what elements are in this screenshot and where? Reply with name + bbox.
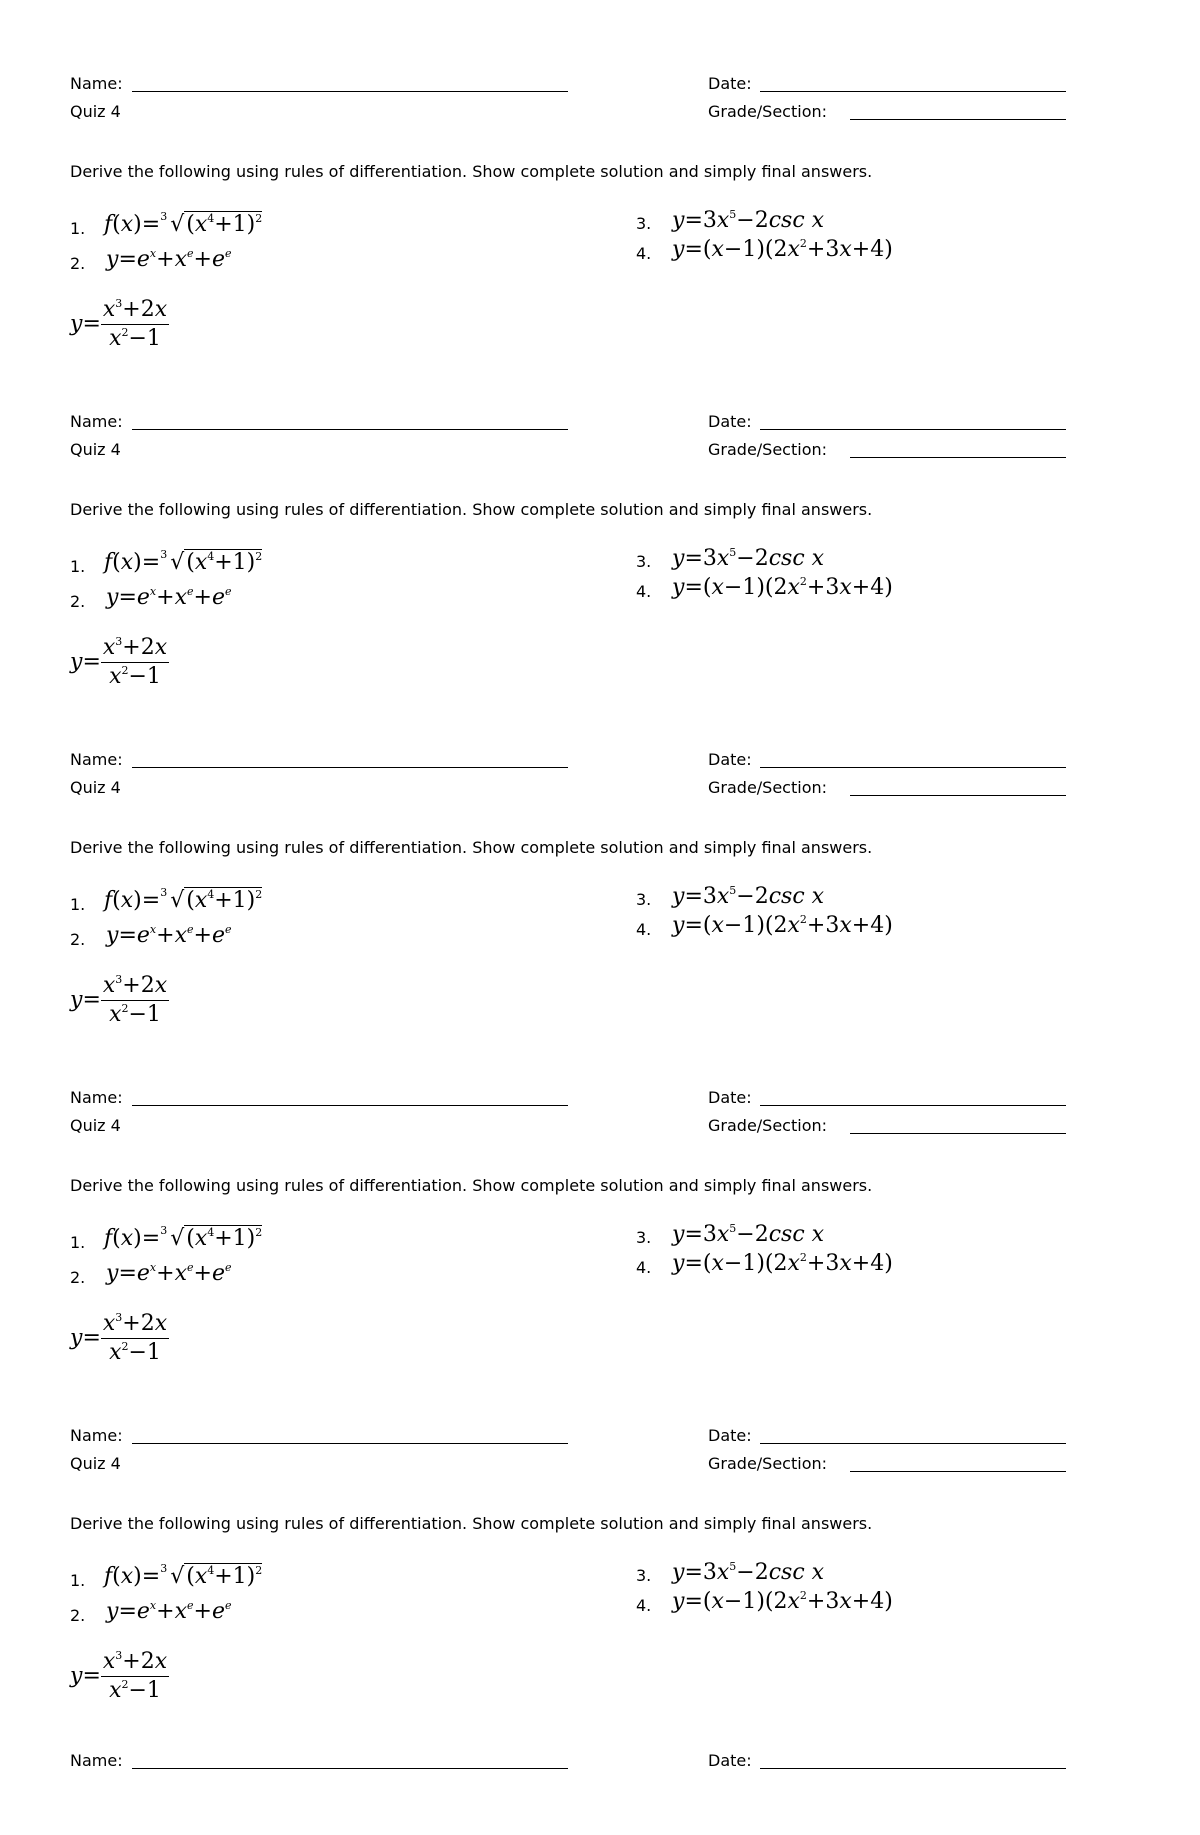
problem-expression: f(x)= 3 $√(x^4+1)^2$ [104, 886, 263, 913]
problem-expression: y= $\frac{x^3+2x}{x^2-1}$ [70, 297, 168, 351]
problem-expression: $y=(x-1)(2x^2+3x+4)$ [672, 1251, 893, 1276]
quiz-title: Quiz 4 [70, 102, 121, 121]
date-label: Date: [708, 1751, 752, 1770]
problem-expression: $y=3x^5-2\csc$ x [672, 208, 825, 233]
name-label: Name: [70, 1426, 123, 1445]
problem-expression: $y=e^x+x^e+e^e$ [106, 1599, 232, 1624]
quiz-block-partial [0, 1752, 1200, 1792]
name-underline [132, 1105, 568, 1106]
problem-expression: $y=(x-1)(2x^2+3x+4)$ [672, 1589, 893, 1614]
instructions: Derive the following using rules of differentiation. Show complete solution and simply final answers. [70, 1176, 873, 1195]
date-label: Date: [708, 412, 752, 431]
problem-expression: $y=(x-1)(2x^2+3x+4)$ [672, 575, 893, 600]
grade-section-label: Grade/Section: [708, 778, 828, 797]
grade-section-label: Grade/Section: [708, 1116, 828, 1135]
problem-number: 4. [636, 920, 652, 939]
name-underline [132, 1768, 568, 1769]
grade-section-label: Grade/Section: [708, 1454, 828, 1473]
date-label: Date: [708, 1088, 752, 1107]
problem-number: 3. [636, 214, 652, 233]
grade-section-label: Grade/Section: [708, 102, 828, 121]
problem-expression: $y=e^x+x^e+e^e$ [106, 247, 232, 272]
problem-number: 2. [70, 1268, 86, 1287]
grade-section-underline [850, 119, 1066, 120]
problem-expression: y= $\frac{x^3+2x}{x^2-1}$ [70, 973, 168, 1027]
quiz-block [0, 751, 1200, 1089]
date-label: Date: [708, 74, 752, 93]
problem-number: 1. [70, 1233, 86, 1252]
problem-number: 3. [636, 1228, 652, 1247]
date-underline [760, 91, 1066, 92]
problem-number: 2. [70, 1606, 86, 1625]
quiz-title: Quiz 4 [70, 778, 121, 797]
quiz-title: Quiz 4 [70, 440, 121, 459]
problem-number: 2. [70, 930, 86, 949]
problem-number: 3. [636, 890, 652, 909]
quiz-title: Quiz 4 [70, 1454, 121, 1473]
problem-expression: $y=e^x+x^e+e^e$ [106, 923, 232, 948]
grade-section-underline [850, 1133, 1066, 1134]
problem-expression: $y=3x^5-2\csc$ x [672, 1560, 825, 1585]
quiz-block [0, 75, 1200, 413]
date-label: Date: [708, 1426, 752, 1445]
problem-expression: y= $\frac{x^3+2x}{x^2-1}$ [70, 635, 168, 689]
name-underline [132, 91, 568, 92]
date-underline [760, 1768, 1066, 1769]
problem-expression: y= $\frac{x^3+2x}{x^2-1}$ [70, 1649, 168, 1703]
problem-number: 1. [70, 219, 86, 238]
instructions: Derive the following using rules of differentiation. Show complete solution and simply final answers. [70, 162, 873, 181]
problem-expression: $y=e^x+x^e+e^e$ [106, 1261, 232, 1286]
problem-number: 4. [636, 1596, 652, 1615]
name-label: Name: [70, 1751, 123, 1770]
problem-number: 2. [70, 254, 86, 273]
name-label: Name: [70, 412, 123, 431]
date-underline [760, 429, 1066, 430]
problem-expression: f(x)= 3 $√(x^4+1)^2$ [104, 1224, 263, 1251]
problem-number: 1. [70, 1571, 86, 1590]
problem-expression: $y=3x^5-2\csc$ x [672, 1222, 825, 1247]
problem-number: 3. [636, 1566, 652, 1585]
quiz-block [0, 1089, 1200, 1427]
problem-expression: f(x)= 3 $√(x^4+1)^2$ [104, 548, 263, 575]
grade-section-underline [850, 795, 1066, 796]
name-underline [132, 1443, 568, 1444]
problem-expression: y= $\frac{x^3+2x}{x^2-1}$ [70, 1311, 168, 1365]
problem-number: 4. [636, 244, 652, 263]
date-underline [760, 1105, 1066, 1106]
problem-number: 2. [70, 592, 86, 611]
problem-expression: $y=e^x+x^e+e^e$ [106, 585, 232, 610]
problem-expression: $y=(x-1)(2x^2+3x+4)$ [672, 913, 893, 938]
date-underline [760, 767, 1066, 768]
name-underline [132, 429, 568, 430]
name-label: Name: [70, 750, 123, 769]
problem-expression: $y=3x^5-2\csc$ x [672, 546, 825, 571]
quiz-block [0, 1427, 1200, 1765]
problem-number: 3. [636, 552, 652, 571]
name-underline [132, 767, 568, 768]
quiz-block [0, 413, 1200, 751]
grade-section-underline [850, 1471, 1066, 1472]
problem-number: 4. [636, 1258, 652, 1277]
date-label: Date: [708, 750, 752, 769]
problem-expression: f(x)= 3 $√(x^4+1)^2$ [104, 1562, 263, 1589]
instructions: Derive the following using rules of differentiation. Show complete solution and simply final answers. [70, 1514, 873, 1533]
name-label: Name: [70, 74, 123, 93]
instructions: Derive the following using rules of differentiation. Show complete solution and simply final answers. [70, 500, 873, 519]
problem-expression: $y=3x^5-2\csc$ x [672, 884, 825, 909]
problem-number: 1. [70, 895, 86, 914]
problem-number: 4. [636, 582, 652, 601]
problem-number: 1. [70, 557, 86, 576]
problem-expression: f(x)= 3 $√(x^4+1)^2$ [104, 210, 263, 237]
date-underline [760, 1443, 1066, 1444]
grade-section-underline [850, 457, 1066, 458]
problem-expression: $y=(x-1)(2x^2+3x+4)$ [672, 237, 893, 262]
grade-section-label: Grade/Section: [708, 440, 828, 459]
quiz-title: Quiz 4 [70, 1116, 121, 1135]
instructions: Derive the following using rules of differentiation. Show complete solution and simply final answers. [70, 838, 873, 857]
name-label: Name: [70, 1088, 123, 1107]
